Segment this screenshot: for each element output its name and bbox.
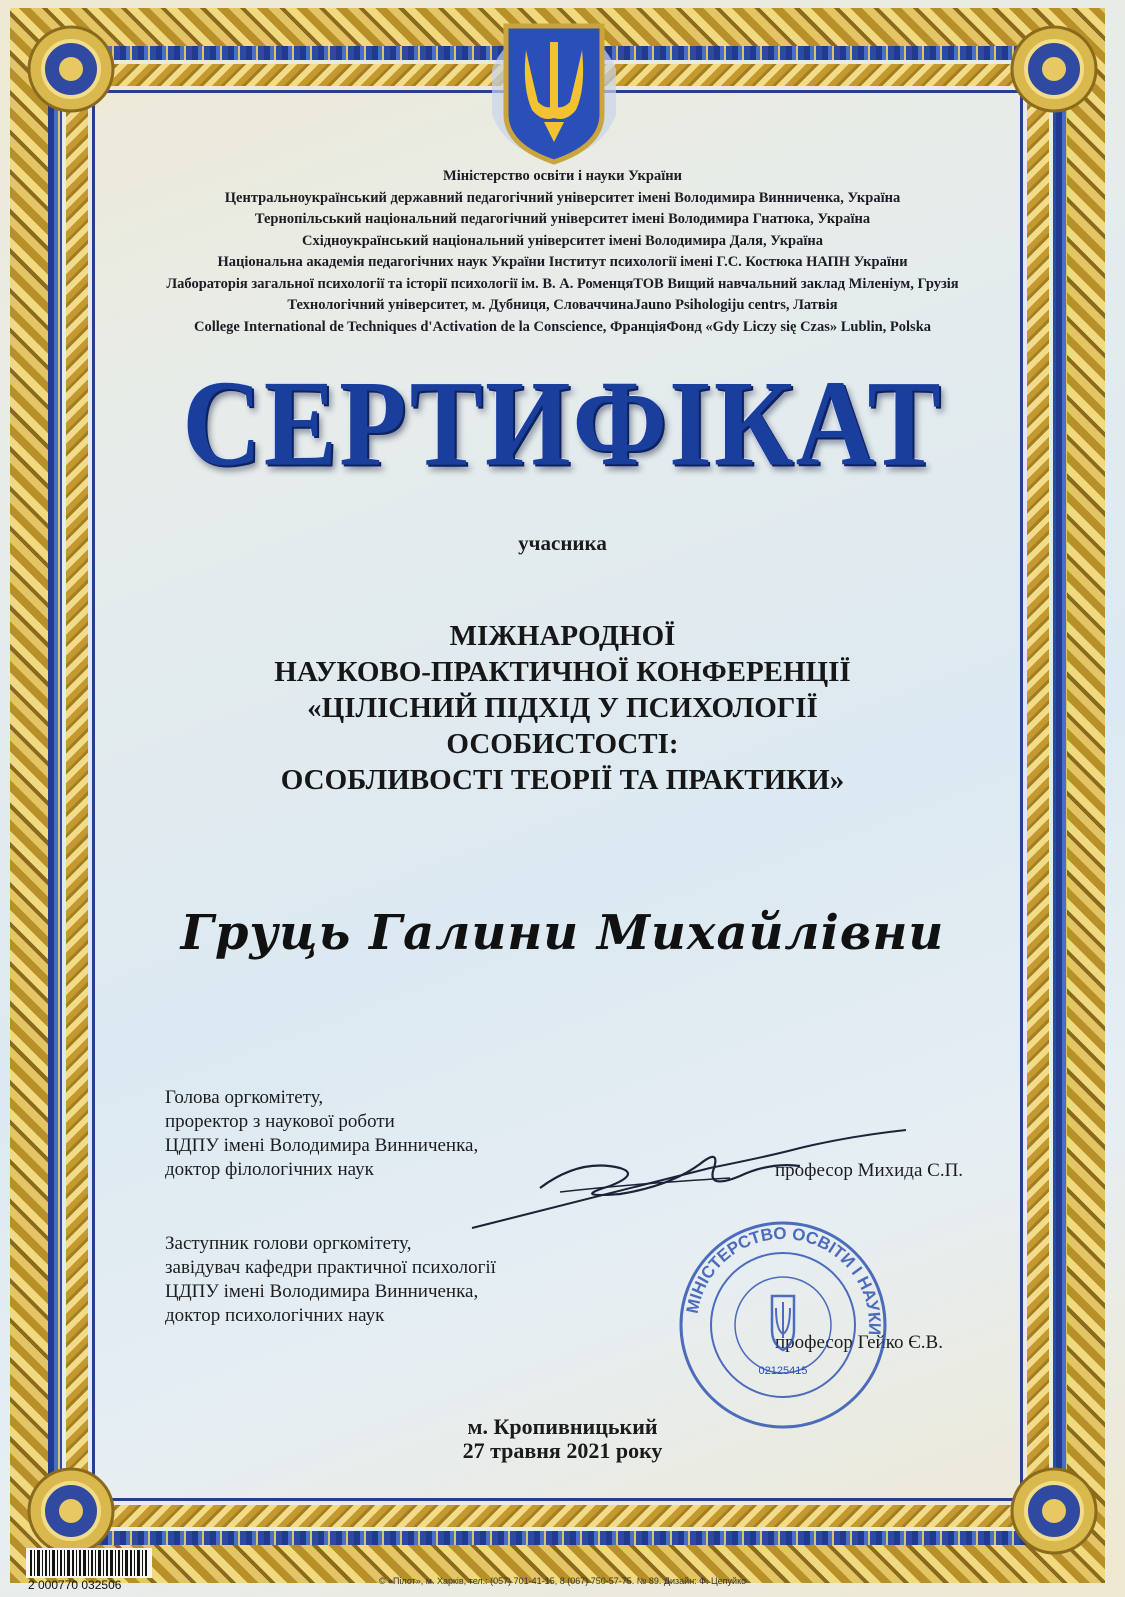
printer-footer: © «Пілот», м. Харків, тел.: (057) 701-41-15, 8 (067) 750-57-75. № 89. Дизайн: Ф. Цепуйко [378,1576,747,1586]
barcode-icon [26,1548,152,1578]
signatory2-line: доктор психологічних наук [165,1305,385,1326]
recipient-name: Груць Галини Михайлівни [180,905,945,961]
stamp-code: 02125415 [758,1365,808,1377]
barcode-number: 2 000770 032506 [28,1578,122,1592]
signatory1-line: Голова оргкомітету, [165,1087,324,1108]
corner-ornament-icon [999,14,1109,124]
signatory1-line: проректор з наукової роботи [165,1111,395,1132]
organization-line: College International de Techniques d'Activation de la Conscience, ФранціяФонд «Gdy Liczy się Czas» Lublin, Polska [193,318,932,335]
participant-label: учасника [518,531,607,555]
signatory1-position [165,1086,478,1182]
organization-line: Лабораторія загальної психології та історії психології ім. В. А. РоменцяТОВ Вищий навчальний заклад Міленіум, Грузія [166,275,959,292]
corner-ornament-icon [16,14,126,124]
date-label: 27 травня 2021 року [462,1438,663,1463]
organization-line: Міністерство освіти і науки України [443,168,682,184]
organization-line: Технологічний університет, м. Дубниця, СловаччинаJauno Psihologiju centrs, Латвія [287,297,838,313]
official-stamp-icon [676,1218,890,1432]
corner-ornament-icon [999,1456,1109,1566]
coat-of-arms-icon [492,18,616,166]
signatory2-line: ЦДПУ імені Володимира Винниченка, [165,1281,479,1302]
organization-line: Східноукраїнський національний університет імені Володимира Даля, Україна [302,232,823,249]
certificate-title: СЕРТИФІКАТ [182,354,943,492]
organizations-list [0,166,1125,338]
city-label: м. Кропивницький [467,1414,658,1439]
conference-title [0,618,1125,798]
conference-line: МІЖНАРОДНОЇ [449,620,676,652]
organization-line: Національна академія педагогічних наук України Інститут психології імені Г.С. Костюка НАПН України [217,254,908,270]
signatory2-name: професор Гейко Є.В. [775,1332,943,1353]
svg-text:МІНІСТЕРСТВО ОСВІТИ І НАУКИ: МІНІСТЕРСТВО ОСВІТИ І НАУКИ [682,1223,885,1336]
city-date [0,1415,1125,1463]
organization-line: Тернопільський національний педагогічний університет імені Володимира Гнатюка, Україна [254,211,871,227]
signatory2-position [165,1232,496,1328]
signatory1-name: професор Михида С.П. [775,1160,964,1181]
conference-line: «ЦІЛІСНИЙ ПІДХІД У ПСИХОЛОГІЇ [307,692,818,724]
signatory2-line: завідувач кафедри практичної психології [165,1257,496,1278]
organization-line: Центральноукраїнський державний педагогічний університет імені Володимира Винниченка, Україна [224,189,901,206]
conference-line: НАУКОВО-ПРАКТИЧНОЇ КОНФЕРЕНЦІЇ [274,656,851,688]
conference-line: ОСОБИСТОСТІ: [446,728,679,760]
conference-line: ОСОБЛИВОСТІ ТЕОРІЇ ТА ПРАКТИКИ» [280,764,845,796]
signatory1-line: ЦДПУ імені Володимира Винниченка, [165,1135,479,1156]
signatory1-line: доктор філологічних наук [165,1159,374,1180]
signatory2-line: Заступник голови оргкомітету, [165,1233,412,1254]
